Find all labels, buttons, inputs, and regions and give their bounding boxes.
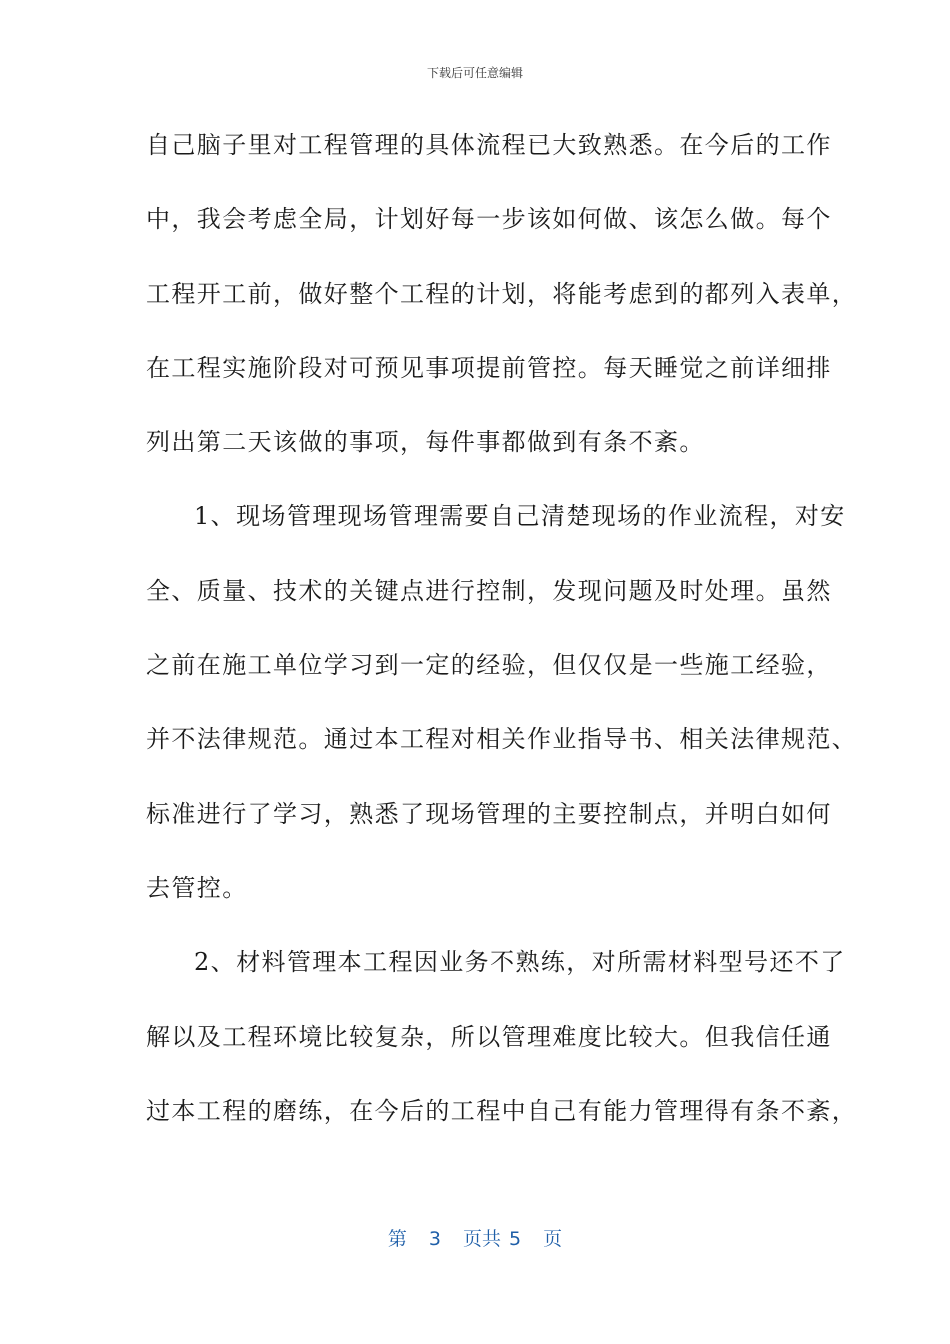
footer-suffix: 页 xyxy=(543,1228,563,1250)
text-line: 并不法律规范。通过本工程对相关作业指导书、相关法律规范、 xyxy=(146,725,858,754)
text-line: 列出第二天该做的事项，每件事都做到有条不紊。 xyxy=(146,428,705,457)
text-line: 工程开工前，做好整个工程的计划，将能考虑到的都列入表单， xyxy=(146,279,858,308)
text-line-section-2: 2、材料管理本工程因业务不熟练，对所需材料型号还不了 xyxy=(194,948,846,977)
document-body xyxy=(146,118,858,1158)
text-line: 在工程实施阶段对可预见事项提前管控。每天睡觉之前详细排 xyxy=(146,353,832,382)
page-header-note: 下载后可任意编辑 xyxy=(426,66,523,80)
text-line: 过本工程的磨练，在今后的工程中自己有能力管理得有条不紊， xyxy=(146,1096,858,1125)
text-line: 自己脑子里对工程管理的具体流程已大致熟悉。在今后的工作 xyxy=(146,131,832,159)
text-line: 标准进行了学习，熟悉了现场管理的主要控制点，并明白如何 xyxy=(146,799,832,828)
text-line: 中，我会考虑全局，计划好每一步该如何做、该怎么做。每个 xyxy=(146,205,832,234)
text-line: 全、质量、技术的关键点进行控制，发现问题及时处理。虽然 xyxy=(146,576,832,605)
footer-prefix: 第 xyxy=(387,1228,407,1250)
text-line: 解以及工程环境比较复杂，所以管理难度比较大。但我信任通 xyxy=(146,1022,832,1051)
footer-middle: 页共 xyxy=(462,1228,501,1250)
current-page-number: 3 xyxy=(428,1228,441,1250)
text-line: 之前在施工单位学习到一定的经验，但仅仅是一些施工经验， xyxy=(146,651,832,680)
total-pages-number: 5 xyxy=(509,1228,522,1250)
text-line-section-1: 1、现场管理现场管理需要自己清楚现场的作业流程，对安 xyxy=(194,502,846,531)
text-line: 去管控。 xyxy=(146,873,248,902)
page-footer xyxy=(0,1224,950,1251)
